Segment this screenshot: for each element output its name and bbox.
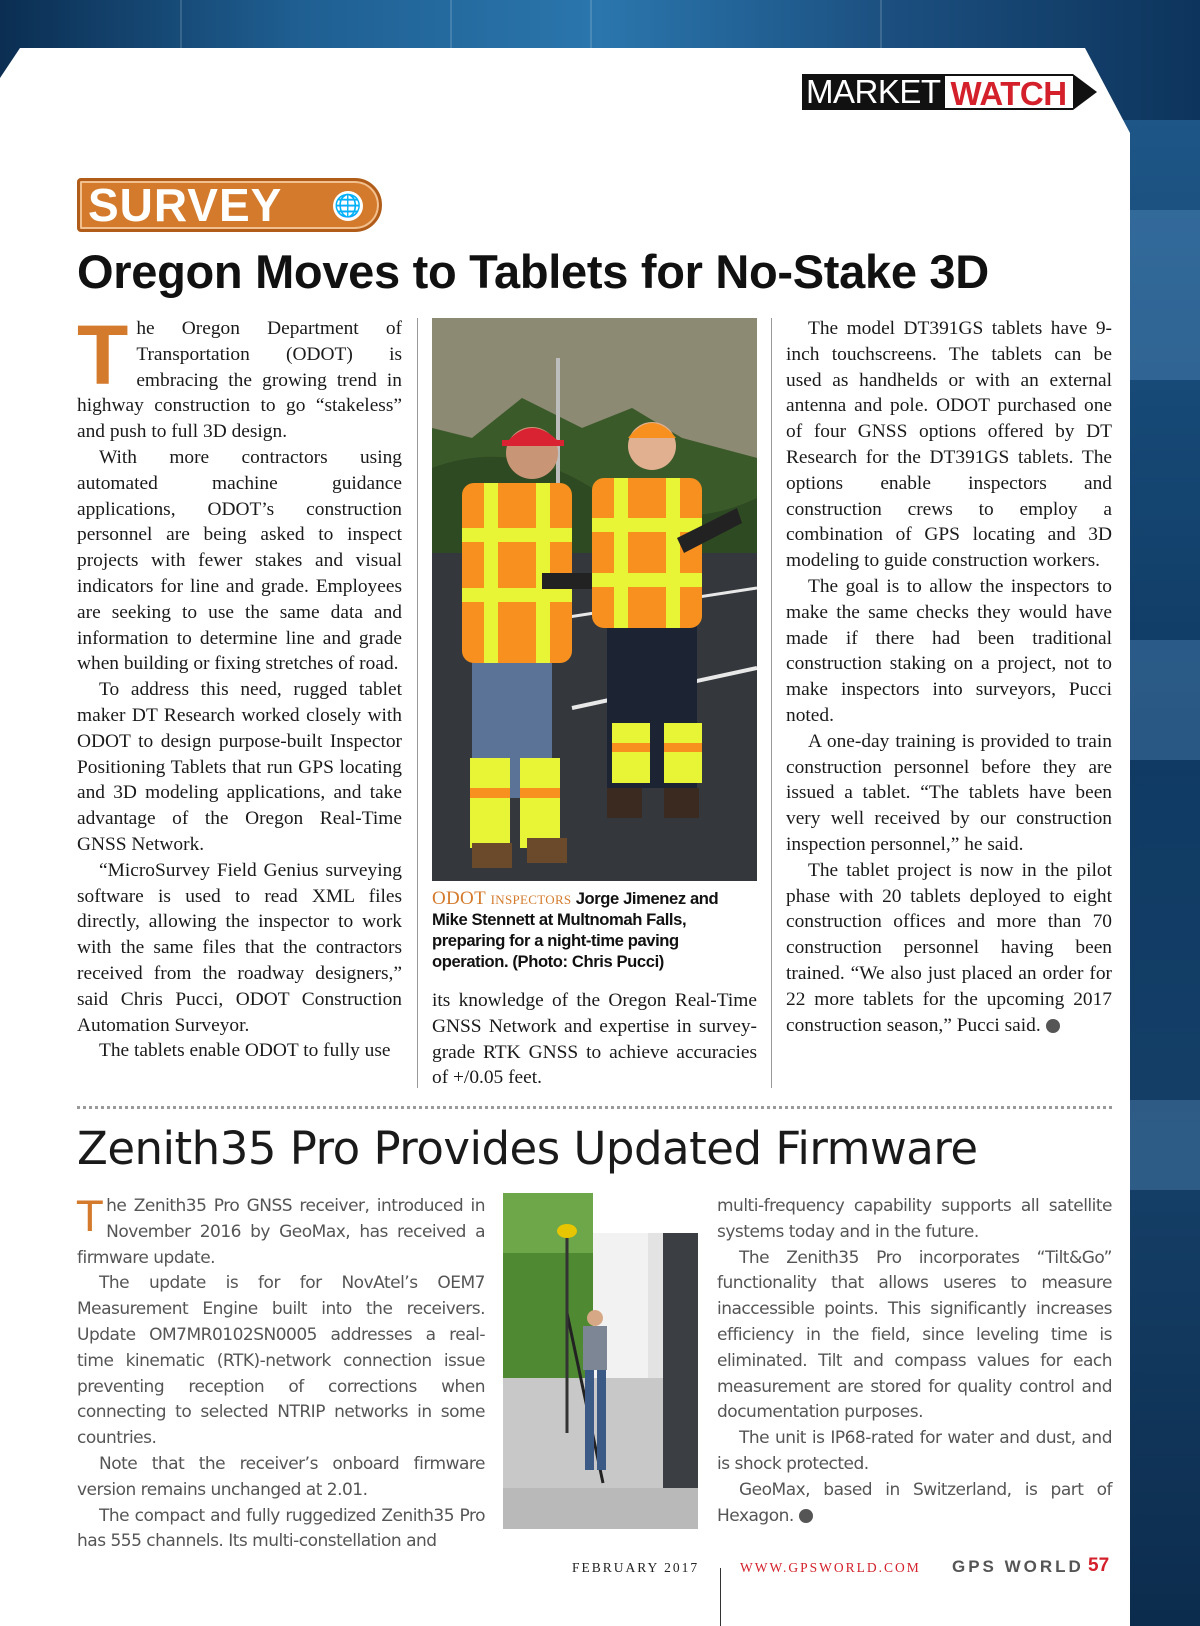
paragraph: he Zenith35 Pro GNSS receiver, introduced in November 2016 by GeoMax, has received a firmware update. — [77, 1196, 485, 1268]
column-divider — [771, 318, 772, 1088]
paragraph: To address this need, rugged tablet maker DT Research worked closely with ODOT to design purpose-built Inspector Positioning Tablets that run GPS locating and 3D modeling applications, and take advantage of the Oregon Real-Time GNSS Network. — [77, 679, 402, 855]
paragraph: With more contractors using automated machine guidance applications, ODOT’s construction personnel are being asked to inspect projects with fewer stakes and visual indicators for line and grade. Employees are seeking to use the same data and information to determine line and grade when building or fixing stretches of road. — [77, 446, 402, 675]
caption-lead: ODOT inspectors — [432, 888, 572, 909]
paragraph: The goal is to allow the inspectors to make the same checks they would have made if there had been traditional construction staking on a project, not to make inspectors into surveyors, Pucci noted. — [786, 575, 1112, 726]
surveyor-photo — [503, 1193, 698, 1529]
globe-icon: 🌐 — [333, 191, 363, 221]
drop-cap: T — [77, 308, 129, 402]
section-divider — [77, 1106, 1112, 1109]
paragraph: “MicroSurvey Field Genius surveying software is used to read XML files directly, allowing the inspector to work with the same files that the contractors received from the roadway designers,” said Chris Pucci, ODOT Construction Automation Surveyor. — [77, 859, 402, 1036]
section-label: SURVEY — [88, 179, 283, 231]
footer-divider — [720, 1568, 721, 1626]
paragraph: The model DT391GS tablets have 9-inch touchscreens. The tablets can be used as handhelds or with an external antenna and pole. ODOT purchased one of four GNSS options offered by DT Research for the DT391GS tablets. The options enable inspectors and construction crews to employ a combination of GPS locating and 3D modeling to guide construction workers. — [786, 318, 1112, 572]
photo-caption — [432, 888, 757, 972]
paragraph: he Oregon Department of Transportation (ODOT) is embracing the growing trend in highway construction to go “stakeless” and push to full 3D design. — [77, 318, 402, 443]
paragraph: The unit is IP68-rated for water and dust, and is shock protected. — [717, 1428, 1112, 1474]
paragraph — [717, 1478, 1112, 1530]
article-headline: Zenith35 Pro Provides Updated Firmware — [77, 1122, 978, 1175]
article-column-1 — [77, 1194, 485, 1555]
website-link[interactable]: WWW.GPSWORLD.COM — [740, 1560, 921, 1575]
magazine-name: GPS WORLD — [952, 1557, 1084, 1576]
watch-label: WATCH — [945, 74, 1073, 110]
page-number: 57 — [1088, 1555, 1110, 1576]
paragraph: The compact and fully ruggedized Zenith35 Pro has 555 channels. Its multi-constellation and — [77, 1505, 485, 1552]
paragraph: A one-day training is provided to train construction personnel before they are issued a tablet. “The tablets have been very well received by our construction inspection personnel,” he said. — [786, 730, 1112, 855]
article-headline: Oregon Moves to Tablets for No-Stake 3D — [77, 245, 989, 298]
caption-text: Jorge Jimenez and Mike Stennett at Multnomah Falls, preparing for a night-time paving operation. (Photo: Chris Pucci) — [432, 889, 719, 971]
article-column-2 — [717, 1194, 1112, 1529]
paragraph-text: GeoMax, based in Switzerland, is part of Hexagon. — [717, 1479, 1112, 1526]
header-arrow-icon — [1073, 74, 1097, 110]
article-column-1 — [77, 308, 402, 1064]
market-label: MARKET — [802, 74, 945, 110]
section-badge — [77, 178, 382, 232]
paragraph: The Zenith35 Pro incorporates “Tilt&Go” functionality that allows useres to measure inaccessible points. This significantly increases efficiency in the field, since leveling time is eliminated. Tilt and compass values for each measurement are stored for quality control and documentation purposes. — [717, 1247, 1112, 1423]
column-divider — [417, 318, 418, 1088]
end-mark-icon: ● — [1046, 1019, 1060, 1033]
article-column-2 — [432, 988, 757, 1091]
paragraph — [786, 858, 1112, 1039]
inspectors-photo — [432, 318, 757, 881]
paragraph: The update is for for NovAtel’s OEM7 Measurement Engine built into the receivers. Update OM7MR0102SN0005 addresses a real-time kinematic (RTK)-network connection issue preventing reception of corrections when connecting to selected NTRIP networks in some countries. — [77, 1273, 485, 1449]
paragraph: Note that the receiver’s onboard firmware version remains unchanged at 2.01. — [77, 1453, 485, 1500]
paragraph: its knowledge of the Oregon Real-Time GNSS Network and expertise in survey-grade RTK GNSS to achieve accuracies of +/0.05 feet. — [432, 990, 757, 1089]
issue-date: FEBRUARY 2017 — [572, 1560, 700, 1575]
paragraph: multi-frequency capability supports all satellite systems today and in the future. — [717, 1196, 1112, 1242]
article-column-3 — [786, 316, 1112, 1038]
paragraph-text: The tablet project is now in the pilot phase with 20 tablets deployed to eight construction offices and more than 70 construction personnel having been trained. “We also just placed an order for 22 more tablets for the upcoming 2017 construction season,” Pucci said. — [786, 859, 1112, 1036]
end-mark-icon: ● — [799, 1509, 813, 1523]
paragraph: The tablets enable ODOT to fully use — [99, 1040, 391, 1062]
drop-cap: T — [77, 1192, 103, 1241]
market-watch-header — [802, 74, 1097, 110]
